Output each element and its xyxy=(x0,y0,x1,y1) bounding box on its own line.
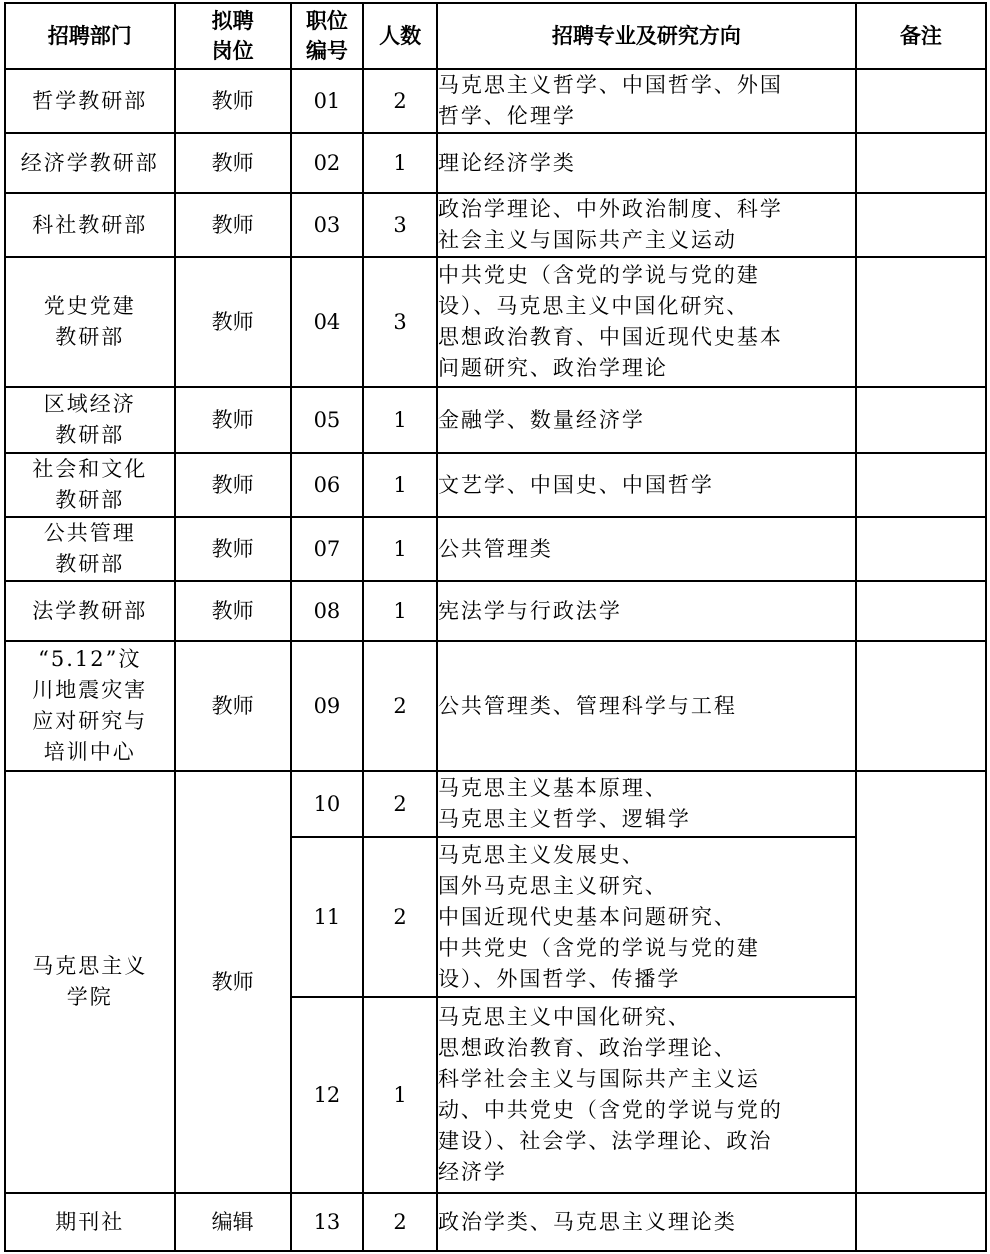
dept-cell: 法学教研部 xyxy=(5,581,175,641)
post-cell: 教师 xyxy=(175,133,291,193)
major-cell: 金融学、数量经济学 xyxy=(437,387,856,453)
note-cell xyxy=(856,1193,986,1251)
header-major: 招聘专业及研究方向 xyxy=(437,3,856,69)
count-cell: 1 xyxy=(363,453,437,517)
count-cell: 2 xyxy=(363,69,437,133)
major-cell: 文艺学、中国史、中国哲学 xyxy=(437,453,856,517)
dept-cell: 社会和文化 教研部 xyxy=(5,453,175,517)
position-no-cell: 05 xyxy=(291,387,364,453)
note-cell xyxy=(856,771,986,1193)
major-cell: 政治学理论、中外政治制度、科学 社会主义与国际共产主义运动 xyxy=(437,193,856,257)
count-cell: 2 xyxy=(363,1193,437,1251)
note-cell xyxy=(856,453,986,517)
dept-cell: 马克思主义 学院 xyxy=(5,771,175,1193)
table-body xyxy=(5,69,986,1251)
position-no-cell: 01 xyxy=(291,69,364,133)
major-cell: 公共管理类 xyxy=(437,517,856,581)
position-no-cell: 10 xyxy=(291,771,364,837)
position-no-cell: 12 xyxy=(291,997,364,1193)
table-row xyxy=(5,69,986,133)
note-cell xyxy=(856,133,986,193)
position-no-cell: 04 xyxy=(291,257,364,387)
major-cell: 马克思主义哲学、中国哲学、外国 哲学、伦理学 xyxy=(437,69,856,133)
count-cell: 2 xyxy=(363,641,437,771)
post-cell: 教师 xyxy=(175,193,291,257)
dept-cell: 哲学教研部 xyxy=(5,69,175,133)
table-row xyxy=(5,193,986,257)
note-cell xyxy=(856,641,986,771)
position-no-cell: 11 xyxy=(291,837,364,997)
note-cell xyxy=(856,193,986,257)
major-cell: 中共党史（含党的学说与党的建 设）、马克思主义中国化研究、 思想政治教育、中国近现代史基本 问题研究、政治学理论 xyxy=(437,257,856,387)
count-cell: 2 xyxy=(363,771,437,837)
header-post: 拟聘 岗位 xyxy=(175,3,291,69)
major-cell: 宪法学与行政法学 xyxy=(437,581,856,641)
header-count: 人数 xyxy=(363,3,437,69)
header-position-no: 职位 编号 xyxy=(291,3,364,69)
note-cell xyxy=(856,581,986,641)
position-no-cell: 03 xyxy=(291,193,364,257)
table-row xyxy=(5,641,986,771)
major-cell: 马克思主义中国化研究、 思想政治教育、政治学理论、 科学社会主义与国际共产主义运 动、中共党史（含党的学说与党的 建设）、社会学、法学理论、政治 经济学 xyxy=(437,997,856,1193)
post-cell: 教师 xyxy=(175,387,291,453)
count-cell: 1 xyxy=(363,997,437,1193)
note-cell xyxy=(856,387,986,453)
dept-cell: 期刊社 xyxy=(5,1193,175,1251)
table-row xyxy=(5,581,986,641)
major-cell: 马克思主义发展史、 国外马克思主义研究、 中国近现代史基本问题研究、 中共党史（含党的学说与党的建 设）、外国哲学、传播学 xyxy=(437,837,856,997)
count-cell: 2 xyxy=(363,837,437,997)
recruitment-table xyxy=(4,2,987,1252)
note-cell xyxy=(856,69,986,133)
table-row xyxy=(5,517,986,581)
table-row xyxy=(5,771,986,837)
table-row xyxy=(5,387,986,453)
note-cell xyxy=(856,257,986,387)
count-cell: 1 xyxy=(363,387,437,453)
post-cell: 教师 xyxy=(175,257,291,387)
header-dept: 招聘部门 xyxy=(5,3,175,69)
post-cell: 教师 xyxy=(175,641,291,771)
dept-cell: 区域经济 教研部 xyxy=(5,387,175,453)
position-no-cell: 06 xyxy=(291,453,364,517)
dept-cell: “5.12”汶 川地震灾害 应对研究与 培训中心 xyxy=(5,641,175,771)
header-note: 备注 xyxy=(856,3,986,69)
count-cell: 3 xyxy=(363,257,437,387)
table-row xyxy=(5,257,986,387)
table-row xyxy=(5,133,986,193)
dept-cell: 公共管理 教研部 xyxy=(5,517,175,581)
post-cell: 编辑 xyxy=(175,1193,291,1251)
dept-cell: 党史党建 教研部 xyxy=(5,257,175,387)
major-cell: 理论经济学类 xyxy=(437,133,856,193)
table-row xyxy=(5,453,986,517)
table-row xyxy=(5,1193,986,1251)
position-no-cell: 02 xyxy=(291,133,364,193)
header-row xyxy=(5,3,986,69)
count-cell: 3 xyxy=(363,193,437,257)
dept-cell: 经济学教研部 xyxy=(5,133,175,193)
post-cell: 教师 xyxy=(175,517,291,581)
count-cell: 1 xyxy=(363,517,437,581)
position-no-cell: 09 xyxy=(291,641,364,771)
position-no-cell: 08 xyxy=(291,581,364,641)
post-cell: 教师 xyxy=(175,453,291,517)
position-no-cell: 13 xyxy=(291,1193,364,1251)
dept-cell: 科社教研部 xyxy=(5,193,175,257)
position-no-cell: 07 xyxy=(291,517,364,581)
major-cell: 政治学类、马克思主义理论类 xyxy=(437,1193,856,1251)
post-cell: 教师 xyxy=(175,771,291,1193)
post-cell: 教师 xyxy=(175,581,291,641)
post-cell: 教师 xyxy=(175,69,291,133)
major-cell: 公共管理类、管理科学与工程 xyxy=(437,641,856,771)
note-cell xyxy=(856,517,986,581)
count-cell: 1 xyxy=(363,581,437,641)
major-cell: 马克思主义基本原理、 马克思主义哲学、逻辑学 xyxy=(437,771,856,837)
count-cell: 1 xyxy=(363,133,437,193)
